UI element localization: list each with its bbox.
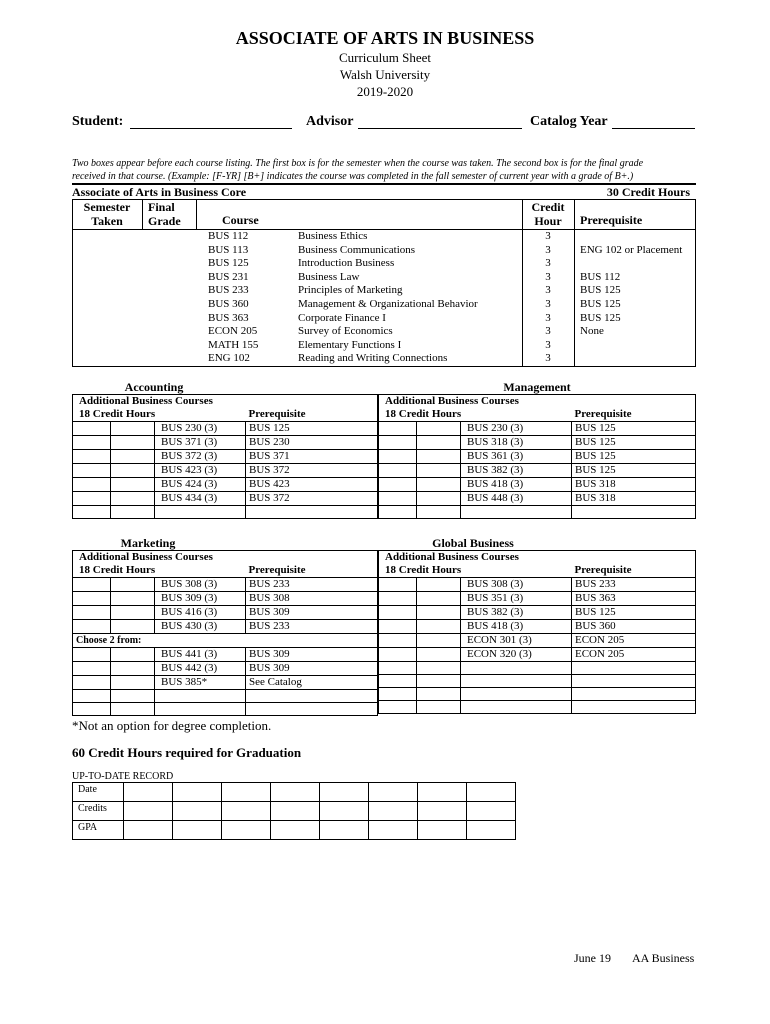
course-code: ENG 102 [208,352,250,365]
course-code: BUS 230 (3) [155,422,246,436]
grade-box[interactable] [417,662,461,675]
record-cell[interactable] [418,821,467,840]
prerequisite: BUS 371 [246,450,378,464]
prerequisite-header: Prerequisite [574,408,632,420]
semester-box[interactable] [73,620,111,634]
course-code: BUS 308 (3) [155,578,246,592]
course-name: Elementary Functions I [298,338,402,351]
grade-box[interactable] [111,662,155,676]
record-cell[interactable] [369,783,418,802]
course-code: BUS 423 (3) [155,464,246,478]
course-name: Introduction Business [298,257,395,270]
footer-name: AA Business [632,951,695,965]
record-cell[interactable] [173,802,222,821]
grade-box[interactable] [417,450,461,464]
record-cell[interactable] [418,802,467,821]
grade-box[interactable] [111,436,155,450]
prerequisite-header: Prerequisite [248,408,306,420]
grade-box[interactable] [417,648,461,662]
course-code: BUS 125 [208,257,249,270]
semester-box[interactable] [73,690,111,703]
credit-hour: 3 [545,230,551,242]
semester-box[interactable] [73,592,111,606]
prerequisite [572,688,696,701]
core-title: Associate of Arts in Business Core [72,185,247,199]
credit-hour: 3 [545,243,551,256]
prerequisite: ECON 205 [572,648,696,662]
course-row [73,464,378,478]
prerequisite: BUS 125 [246,422,378,436]
additional-courses-label: Additional Business Courses [385,551,519,563]
semester-box[interactable] [379,675,417,688]
credit-hour: 3 [545,297,551,310]
management-table [378,394,696,519]
grade-box[interactable] [417,506,461,519]
grade-box[interactable] [111,450,155,464]
course-name: Corporate Finance I [298,311,386,324]
advisor-label: Advisor [306,114,354,129]
core-row [72,271,696,285]
course-row [379,620,696,634]
global-grid [378,550,696,714]
grade-box[interactable] [111,578,155,592]
record-row-label: Credits [73,802,124,821]
prerequisite-header: Prerequisite [248,564,306,576]
course-row [73,478,378,492]
prerequisite: BUS 309 [246,648,378,662]
semester-box[interactable] [379,620,417,634]
semester-box[interactable] [379,688,417,701]
marketing-table [72,550,378,716]
prerequisite: BUS 360 [572,620,696,634]
instructions-line1: Two boxes appear before each course listing. The first box is for the semester when the course was taken. The second box is for the final grade [72,158,644,169]
course-code: BUS 441 (3) [155,648,246,662]
record-cell[interactable] [124,802,173,821]
grade-box[interactable] [417,675,461,688]
additional-courses-label: Additional Business Courses [79,551,213,563]
record-cell[interactable] [320,783,369,802]
credit-hours-label: 18 Credit Hours [79,564,156,576]
course-code: BUS 308 (3) [461,578,572,592]
course-row [379,592,696,606]
footnote: *Not an option for degree completion. [72,718,272,733]
course-name: Reading and Writing Connections [298,352,448,365]
prerequisite [246,506,378,519]
header-prerequisite: Prerequisite [580,213,643,227]
grade-box[interactable] [111,592,155,606]
course-code: BUS 382 (3) [461,464,572,478]
course-name: Business Ethics [298,230,368,242]
record-cell[interactable] [320,821,369,840]
record-cell[interactable] [222,783,271,802]
course-row [379,478,696,492]
prerequisite: BUS 423 [246,478,378,492]
record-grid [72,782,516,840]
course-name: Business Communications [298,243,416,256]
record-table [72,782,516,840]
semester-box[interactable] [73,606,111,620]
semester-box[interactable] [379,606,417,620]
course-row [379,634,696,648]
course-row [73,676,378,690]
record-row [73,821,516,840]
course-code: BUS 351 (3) [461,592,572,606]
semester-box[interactable] [73,648,111,662]
prerequisite: BUS 125 [572,450,696,464]
semester-box[interactable] [73,464,111,478]
core-row [72,352,696,366]
course-row [379,648,696,662]
grade-box[interactable] [111,690,155,703]
student-field[interactable] [130,116,292,129]
credit-hour: 3 [545,352,551,365]
prerequisite [246,703,378,716]
course-code [461,688,572,701]
prerequisite: See Catalog [246,676,378,690]
marketing-title: Marketing [120,536,176,550]
course-code: BUS 113 [208,243,249,256]
prerequisite: BUS 125 [572,436,696,450]
grade-box[interactable] [111,703,155,716]
course-row [379,506,696,519]
semester-box[interactable] [73,578,111,592]
semester-box[interactable] [73,703,111,716]
course-row [379,492,696,506]
course-row [73,690,378,703]
credit-hour: 3 [545,325,551,338]
course-code: BUS 448 (3) [461,492,572,506]
record-cell[interactable] [467,802,516,821]
course-row [73,450,378,464]
course-code [155,703,246,716]
grade-box[interactable] [417,436,461,450]
semester-box[interactable] [73,436,111,450]
grade-box[interactable] [417,492,461,506]
credit-hour: 3 [545,338,551,351]
prerequisite [572,701,696,714]
core-row [72,230,696,244]
grade-box[interactable] [417,620,461,634]
prerequisite: BUS 318 [572,478,696,492]
prerequisite: BUS 233 [572,578,696,592]
prerequisite: BUS 125 [580,311,621,324]
course-row [73,606,378,620]
prerequisite: BUS 125 [572,464,696,478]
record-cell[interactable] [124,821,173,840]
record-cell[interactable] [271,802,320,821]
grade-box[interactable] [417,422,461,436]
prerequisite: BUS 230 [246,436,378,450]
subtitle-year: 2019-2020 [356,84,414,99]
course-code: BUS 233 [208,284,249,297]
catalog-year-field[interactable] [612,116,695,129]
prerequisite: BUS 372 [246,464,378,478]
course-row [379,436,696,450]
course-code: BUS 230 (3) [461,422,572,436]
course-row [73,592,378,606]
course-name: Principles of Marketing [298,284,403,297]
course-code: ECON 205 [208,325,258,338]
course-code: BUS 416 (3) [155,606,246,620]
prerequisite-header: Prerequisite [574,564,632,576]
subtitle-curriculum: Curriculum Sheet [338,50,432,65]
semester-box[interactable] [379,478,417,492]
accounting-grid [72,394,378,519]
record-cell[interactable] [173,821,222,840]
course-row [379,464,696,478]
prerequisite: BUS 125 [572,606,696,620]
course-row [379,675,696,688]
additional-courses-label: Additional Business Courses [79,395,213,407]
prerequisite: ECON 205 [572,634,696,648]
course-name: Management & Organizational Behavior [298,297,478,310]
grade-box[interactable] [111,464,155,478]
course-code: BUS 434 (3) [155,492,246,506]
credit-hour: 3 [545,257,551,270]
course-name: Survey of Economics [298,325,393,338]
semester-box[interactable] [73,422,111,436]
grade-box[interactable] [111,620,155,634]
accounting-title: Accounting [124,380,184,394]
global-table [378,550,696,714]
advisor-field[interactable] [358,116,522,129]
student-label: Student: [72,114,124,129]
record-title: UP-TO-DATE RECORD [72,771,174,782]
prerequisite: BUS 309 [246,662,378,676]
record-row [73,802,516,821]
course-code: BUS 112 [208,230,249,242]
prerequisite [572,506,696,519]
course-row [379,701,696,714]
header-grade: Final Grade [148,200,181,228]
course-code: BUS 371 (3) [155,436,246,450]
grade-box[interactable] [111,506,155,519]
course-code: BUS 382 (3) [461,606,572,620]
course-code [461,662,572,675]
prerequisite: None [580,325,604,338]
semester-box[interactable] [379,422,417,436]
semester-box[interactable] [379,436,417,450]
credit-hours-label: 18 Credit Hours [385,408,462,420]
course-code [461,506,572,519]
course-code [461,675,572,688]
course-row [73,578,378,592]
semester-box[interactable] [379,450,417,464]
course-code: MATH 155 [208,338,259,351]
course-code: BUS 424 (3) [155,478,246,492]
prerequisite: BUS 112 [580,270,621,283]
prerequisite: BUS 309 [246,606,378,620]
course-code: BUS 318 (3) [461,436,572,450]
course-code: BUS 418 (3) [461,620,572,634]
record-cell[interactable] [467,821,516,840]
semester-box[interactable] [379,662,417,675]
course-code: BUS 442 (3) [155,662,246,676]
course-code: ECON 301 (3) [461,634,572,648]
credit-hour: 3 [545,311,551,324]
course-row [379,606,696,620]
header-course: Course [222,213,259,227]
marketing-grid [72,550,378,716]
course-code: BUS 360 [208,297,249,310]
course-row [379,578,696,592]
course-name: Business Law [298,270,360,283]
semester-box[interactable] [379,464,417,478]
core-row [72,298,696,312]
prerequisite: BUS 372 [246,492,378,506]
record-cell[interactable] [271,783,320,802]
prerequisite: BUS 318 [572,492,696,506]
prerequisite [572,675,696,688]
semester-box[interactable] [73,450,111,464]
prerequisite: BUS 233 [246,578,378,592]
grade-box[interactable] [111,492,155,506]
core-row [72,244,696,258]
instructions-line2: received in that course. (Example: [F-YR] [B+] indicates the course was completed in the fall semester of current year with a grade of B+.) [72,171,634,182]
record-cell[interactable] [467,783,516,802]
semester-box[interactable] [73,478,111,492]
grade-box[interactable] [111,676,155,690]
semester-box[interactable] [73,662,111,676]
core-hours: 30 Credit Hours [606,185,690,199]
course-row [379,422,696,436]
course-row [379,450,696,464]
course-row [73,422,378,436]
semester-box[interactable] [379,578,417,592]
course-code: BUS 430 (3) [155,620,246,634]
grade-box[interactable] [417,464,461,478]
prerequisite: BUS 233 [246,620,378,634]
additional-courses-label: Additional Business Courses [385,395,519,407]
core-rows [72,230,696,366]
course-code [155,506,246,519]
record-cell[interactable] [173,783,222,802]
semester-box[interactable] [73,506,111,519]
prerequisite: BUS 125 [580,284,621,297]
grade-box[interactable] [417,688,461,701]
credit-hour: 3 [545,270,551,283]
record-cell[interactable] [222,821,271,840]
prerequisite: BUS 125 [572,422,696,436]
grade-box[interactable] [417,478,461,492]
record-cell[interactable] [124,783,173,802]
course-code: BUS 372 (3) [155,450,246,464]
course-code: BUS 231 [208,270,249,283]
credit-hours-label: 18 Credit Hours [79,408,156,420]
semester-box[interactable] [379,506,417,519]
course-row [73,436,378,450]
core-row [72,325,696,339]
semester-box[interactable] [73,492,111,506]
choose-label: Choose 2 from: [73,634,378,648]
subtitle-university: Walsh University [339,67,431,82]
record-cell[interactable] [271,821,320,840]
semester-box[interactable] [379,592,417,606]
semester-box[interactable] [379,492,417,506]
record-row-label: GPA [73,821,124,840]
core-row [72,312,696,326]
grade-box[interactable] [111,606,155,620]
prerequisite: BUS 308 [246,592,378,606]
record-cell[interactable] [222,802,271,821]
header-semester: Semester Taken [83,200,131,228]
course-code [155,690,246,703]
course-row [73,620,378,634]
course-code: BUS 309 (3) [155,592,246,606]
page-title: ASSOCIATE OF ARTS IN BUSINESS [235,28,535,48]
course-code [461,701,572,714]
record-cell[interactable] [320,802,369,821]
course-row [379,662,696,675]
record-cell[interactable] [369,802,418,821]
grade-box[interactable] [417,578,461,592]
management-title: Management [503,380,571,394]
accounting-table [72,394,378,519]
catalog-year-label: Catalog Year [530,114,608,129]
credit-hours-label: 18 Credit Hours [385,564,462,576]
record-cell[interactable] [369,821,418,840]
course-code: ECON 320 (3) [461,648,572,662]
grade-box[interactable] [417,701,461,714]
prerequisite: ENG 102 or Placement [580,243,683,256]
record-row [73,783,516,802]
core-row [72,339,696,353]
course-row [379,688,696,701]
management-grid [378,394,696,519]
prerequisite [246,690,378,703]
credit-hour: 3 [545,284,551,297]
core-row [72,284,696,298]
semester-box[interactable] [73,676,111,690]
course-row [73,662,378,676]
course-row [73,648,378,662]
grade-box[interactable] [417,634,461,648]
header-credit: Credit Hour [531,200,565,228]
semester-box[interactable] [379,648,417,662]
semester-box[interactable] [379,701,417,714]
footer-date: June 19 [574,951,611,965]
course-code: BUS 361 (3) [461,450,572,464]
prerequisite: BUS 125 [580,297,621,310]
prerequisite [572,662,696,675]
course-code: BUS 363 [208,311,249,324]
semester-box[interactable] [379,634,417,648]
course-row [73,703,378,716]
graduation-requirement: 60 Credit Hours required for Graduation [72,745,302,760]
course-row [73,492,378,506]
prerequisite: BUS 363 [572,592,696,606]
core-row [72,257,696,271]
record-row-label: Date [73,783,124,802]
grade-box[interactable] [417,606,461,620]
course-code: BUS 418 (3) [461,478,572,492]
course-row [73,506,378,519]
grade-box[interactable] [111,422,155,436]
grade-box[interactable] [417,592,461,606]
record-cell[interactable] [418,783,467,802]
grade-box[interactable] [111,648,155,662]
global-title: Global Business [432,536,514,550]
course-code: BUS 385* [155,676,246,690]
grade-box[interactable] [111,478,155,492]
